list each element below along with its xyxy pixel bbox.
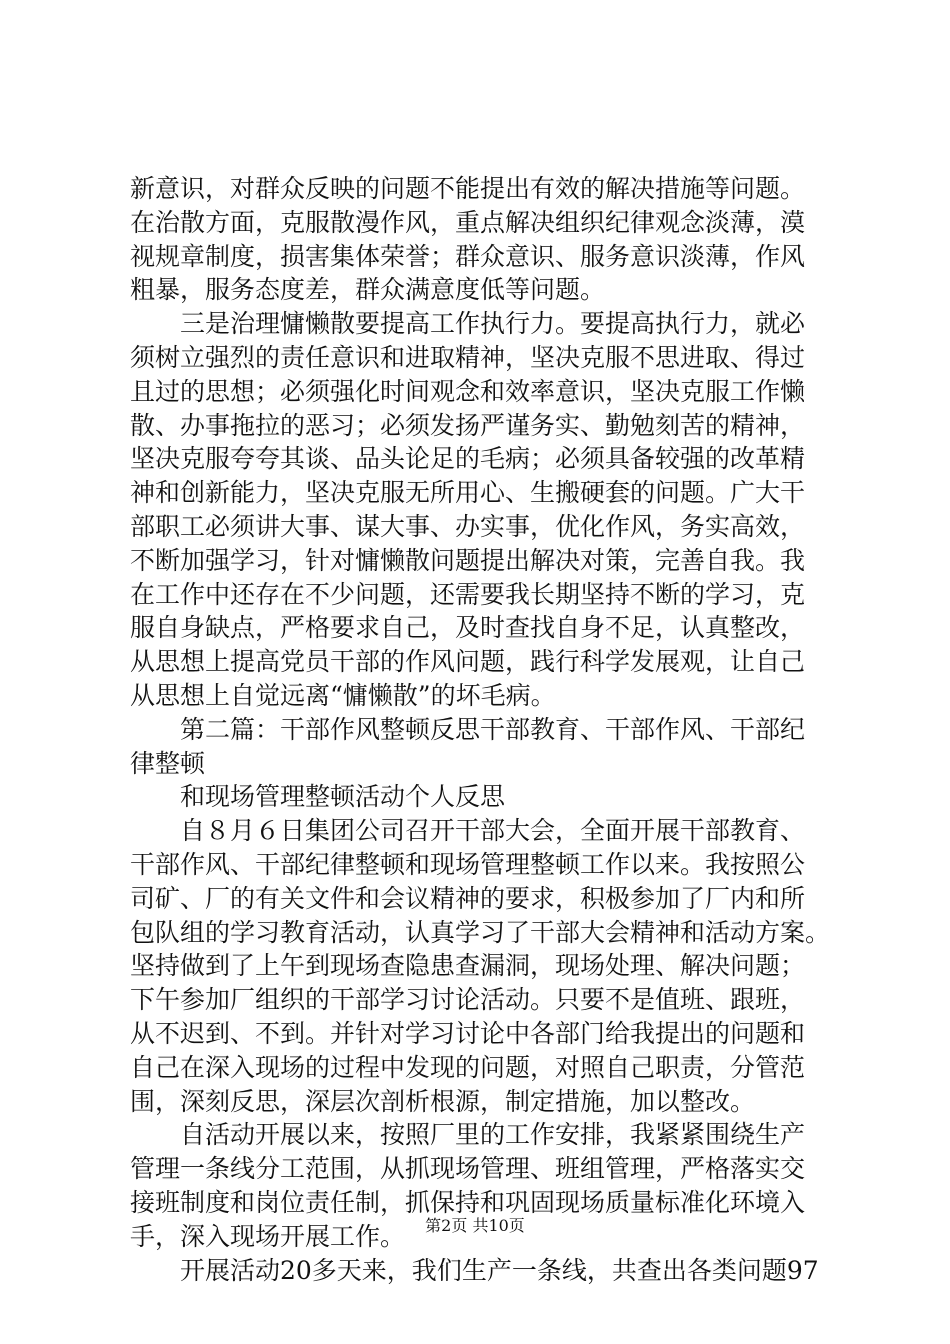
text-line: 接班制度和岗位责任制，抓保持和巩固现场质量标准化环境入	[130, 1187, 806, 1217]
text-line: 自己在深入现场的过程中发现的问题，对照自己职责，分管范	[130, 1052, 806, 1082]
text-line: 包队组的学习教育活动，认真学习了干部大会精神和活动方案。	[130, 917, 830, 947]
text-line: 和现场管理整顿活动个人反思	[130, 782, 506, 812]
text-line: 在治散方面，克服散漫作风，重点解决组织纪律观念淡薄，漠	[130, 207, 806, 237]
text-line: 干部作风、干部纪律整顿和现场管理整顿工作以来。我按照公	[130, 849, 806, 879]
text-line: 粗暴，服务态度差，群众满意度低等问题。	[130, 275, 606, 305]
text-line: 下午参加厂组织的干部学习讨论活动。只要不是值班、跟班，	[130, 985, 806, 1015]
text-line: 部职工必须讲大事、谋大事、办实事，优化作风，务实高效，	[130, 511, 806, 541]
text-line: 新意识，对群众反映的问题不能提出有效的解决措施等问题。	[130, 174, 806, 203]
document-body	[130, 172, 830, 1287]
text-line: 神和创新能力，坚决克服无所用心、生搬硬套的问题。广大干	[130, 478, 806, 508]
text-line: 从思想上自觉远离“慵懒散”的坏毛病。	[130, 680, 556, 710]
text-line: 坚决克服夸夸其谈、品头论足的毛病；必须具备较强的改革精	[130, 444, 806, 474]
text-line: 管理一条线分工范围，从抓现场管理、班组管理，严格落实交	[130, 1154, 806, 1184]
text-line: 司矿、厂的有关文件和会议精神的要求，积极参加了厂内和所	[130, 883, 806, 913]
text-line: 坚持做到了上午到现场查隐患查漏洞，现场处理、解决问题；	[130, 951, 806, 981]
text-line: 从不迟到、不到。并针对学习讨论中各部门给我提出的问题和	[130, 1018, 806, 1048]
text-line: 视规章制度，损害集体荣誉；群众意识、服务意识淡薄，作风	[130, 241, 806, 271]
text-line: 三是治理慵懒散要提高工作执行力。要提高执行力，就必	[130, 309, 806, 339]
text-line: 且过的思想；必须强化时间观念和效率意识，坚决克服工作懒	[130, 376, 806, 406]
text-line: 律整顿	[130, 748, 206, 778]
text-line: 散、办事拖拉的恶习；必须发扬严谨务实、勤勉刻苦的精神，	[130, 410, 806, 440]
text-line: 服自身缺点，严格要求自己，及时查找自身不足，认真整改，	[130, 613, 806, 643]
page-footer: 第2页 共10页	[425, 1216, 525, 1235]
text-line: 自活动开展以来，按照厂里的工作安排，我紧紧围绕生产	[130, 1120, 806, 1150]
text-line: 须树立强烈的责任意识和进取精神，坚决克服不思进取、得过	[130, 342, 806, 372]
text-line: 第二篇：干部作风整顿反思干部教育、干部作风、干部纪	[130, 714, 806, 744]
text-line: 在工作中还存在不少问题，还需要我长期坚持不断的学习，克	[130, 579, 806, 609]
text-line: 手，深入现场开展工作。	[130, 1221, 406, 1251]
text-line: 不断加强学习，针对慵懒散问题提出解决对策，完善自我。我	[130, 545, 806, 575]
text-line: 从思想上提高党员干部的作风问题，践行科学发展观，让自己	[130, 647, 806, 677]
text-line: 自８月６日集团公司召开干部大会，全面开展干部教育、	[130, 816, 806, 846]
text-line: 开展活动20多天来，我们生产一条线，共查出各类问题97	[130, 1255, 819, 1285]
text-line: 围，深刻反思，深层次剖析根源，制定措施，加以整改。	[130, 1086, 756, 1116]
